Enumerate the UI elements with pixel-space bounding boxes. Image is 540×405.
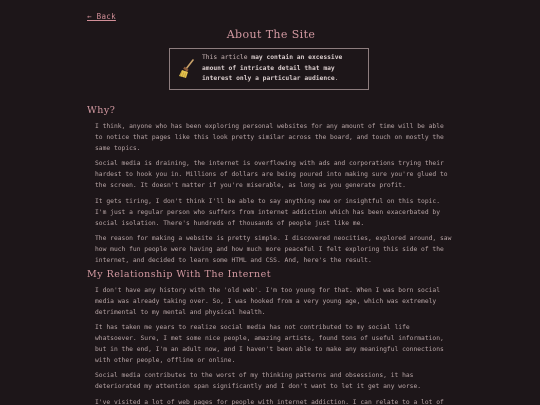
- paragraph: Social media is draining, the internet is overflowing with ads and corporations trying their hardest to hook you in. Millions of dollars are being poured into making sure you're glued to the screen. It doesn't matter if you're miserable, as long as you generate profit.: [95, 160, 448, 189]
- paragraph: I've visited a lot of web pages for people with internet addiction. I can relate to a lot of: [95, 399, 444, 405]
- paragraph: It gets tiring, I don't think I'll be able to say anything new or insightful on this topic. I'm just a regular person who suffers from internet addiction which has been exacerbated by social isolation. There's hundreds of thousands of people just like me.: [95, 198, 440, 227]
- notice-text: This article may contain an excessive amount of intricate detail that may interest only a particular audience.: [202, 54, 343, 83]
- paragraph: I don't have any history with the 'old web'. I'm too young for that. When I was born social media was already taking over. So, I was hooked from a very young age, which was extremely detrimental to my mental and physical health.: [95, 287, 440, 316]
- paragraph: It has taken me years to realize social media has not contributed to my social life whatsoever. Sure, I met some nice people, amazing artists, found tons of useful information, but in the end, I'm an adult now, and I haven't been able to make any meaningful connections with other people, offline or online.: [95, 324, 444, 364]
- section-heading-why: Why?: [87, 105, 116, 116]
- paragraph: Social media contributes to the worst of my thinking patterns and obsessions, it has deteriorated my attention span significantly and I don't want to let it get any worse.: [95, 372, 422, 390]
- section-heading-relationship: My Relationship With The Internet: [87, 269, 272, 280]
- paragraph: The reason for making a website is pretty simple. I discovered neocities, explored around, saw how much fun people were having and how much more peaceful I felt exploring this side of the internet, and decided to learn some HTML and CSS. And, here's the result.: [95, 235, 452, 264]
- paragraph: I think, anyone who has been exploring personal websites for any amount of time will be able to notice that pages like this look pretty similar across the board, and touch on mostly the same topics.: [95, 123, 444, 152]
- notice-box: [169, 48, 369, 90]
- page-title: About The Site: [226, 28, 316, 41]
- back-link[interactable]: ← Back: [87, 12, 116, 21]
- broom-icon: [178, 59, 196, 79]
